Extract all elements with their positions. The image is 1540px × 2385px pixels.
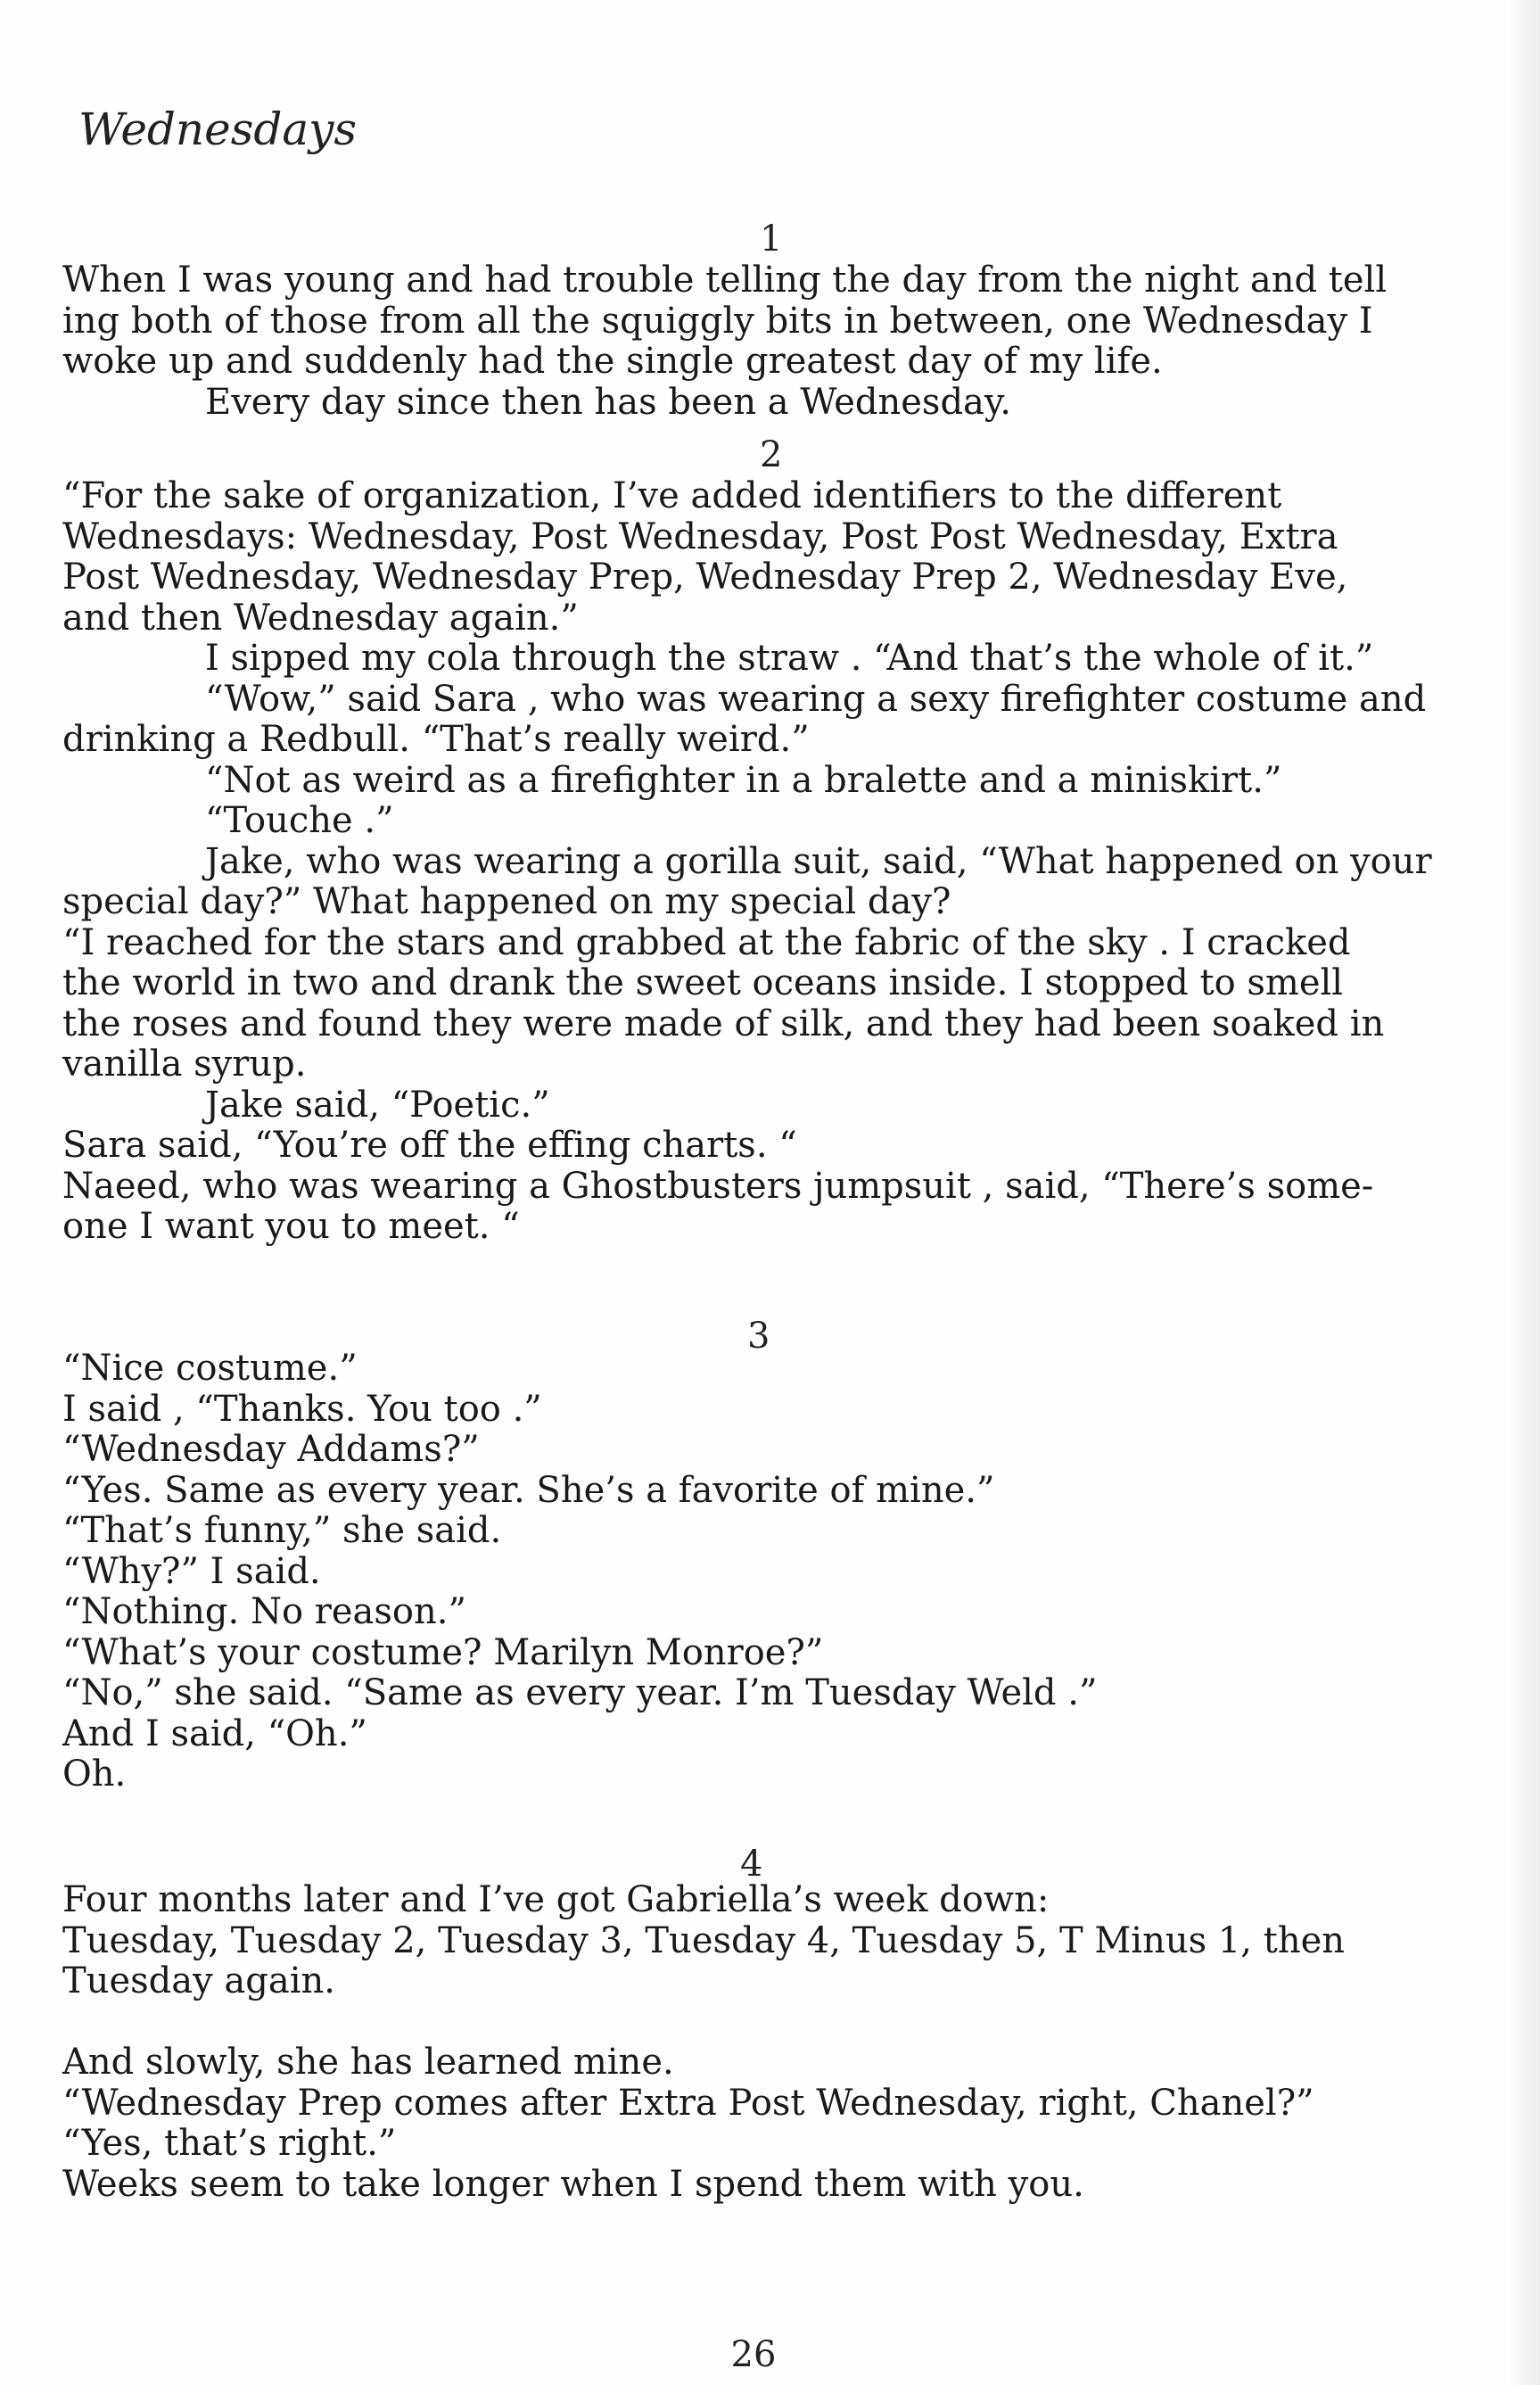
text-line: vanilla syrup. <box>62 1044 307 1085</box>
text-line: “For the sake of organization, I’ve added identifiers to the different <box>62 475 1282 516</box>
text-line: Wednesdays: Wednesday, Post Wednesday, Post Post Wednesday, Extra <box>62 516 1338 557</box>
text-line: “Why?” I said. <box>62 1550 321 1592</box>
text-line: “No,” she said. “Same as every year. I’m Tuesday Weld .” <box>62 1672 1098 1713</box>
page-number: 26 <box>730 2334 777 2375</box>
text-line: Oh. <box>62 1754 127 1795</box>
text-line: Tuesday again. <box>62 1960 335 2001</box>
text-line: I said , “Thanks. You too .” <box>62 1388 542 1430</box>
text-line: “Wednesday Addams?” <box>62 1429 480 1470</box>
section-3-text <box>62 1349 1480 1795</box>
text-line: “Yes, that’s right.” <box>62 2123 397 2164</box>
story-title: Wednesdays <box>78 103 358 155</box>
text-line: “Nothing. No reason.” <box>62 1591 466 1632</box>
text-line: Sara said, “You’re off the effing charts. “ <box>62 1125 797 1166</box>
page-edge-shadow <box>1507 0 1540 2385</box>
text-line: the roses and found they were made of silk, and they had been soaked in <box>62 1003 1385 1044</box>
text-line: And slowly, she has learned mine. <box>62 2042 674 2083</box>
text-line: “What’s your costume? Marilyn Monroe?” <box>62 1631 824 1673</box>
section-4-text <box>62 1880 1480 2205</box>
text-line: “Wow,” said Sara , who was wearing a sexy firefighter costume and <box>205 678 1427 720</box>
text-line: “Not as weird as a firefighter in a bralette and a miniskirt.” <box>205 759 1282 801</box>
text-line: “Yes. Same as every year. She’s a favorite of mine.” <box>62 1469 995 1511</box>
text-line: “That’s funny,” she said. <box>62 1510 502 1551</box>
text-line: drinking a Redbull. “That’s really weird.” <box>62 719 810 760</box>
text-line: Jake said, “Poetic.” <box>205 1084 550 1126</box>
section-number-2: 2 <box>760 434 783 475</box>
text-line: and then Wednesday again.” <box>62 597 579 639</box>
text-line <box>62 2002 1480 2043</box>
text-line: Weeks seem to take longer when I spend them with you. <box>62 2163 1084 2205</box>
text-line: Jake, who was wearing a gorilla suit, said, “What happened on your <box>205 840 1432 882</box>
text-line: I sipped my cola through the straw . “And that’s the whole of it.” <box>205 638 1374 679</box>
text-line: woke up and suddenly had the single greatest day of my life. <box>62 341 1163 382</box>
text-line: “Wednesday Prep comes after Extra Post Wednesday, right, Chanel?” <box>62 2082 1314 2124</box>
text-line: “I reached for the stars and grabbed at the fabric of the sky . I cracked <box>62 921 1351 963</box>
section-1-text <box>62 260 1480 423</box>
section-2-text <box>62 476 1480 1248</box>
text-line: Four months later and I’ve got Gabriella’s week down: <box>62 1879 1050 1920</box>
text-line: ing both of those from all the squiggly bits in between, one Wednesday I <box>62 300 1373 342</box>
text-line: Naeed, who was wearing a Ghostbusters jumpsuit , said, “There’s some- <box>62 1165 1374 1207</box>
text-line: “Nice costume.” <box>62 1348 358 1389</box>
text-line: And I said, “Oh.” <box>62 1712 367 1754</box>
text-line: When I was young and had trouble telling the day from the night and tell <box>62 260 1388 301</box>
section-number-3: 3 <box>747 1316 770 1357</box>
text-line: Tuesday, Tuesday 2, Tuesday 3, Tuesday 4, Tuesday 5, T Minus 1, then <box>62 1919 1346 1961</box>
text-line: “Touche .” <box>205 800 394 841</box>
text-line: one I want you to meet. “ <box>62 1206 520 1247</box>
text-line: Post Wednesday, Wednesday Prep, Wednesday Prep 2, Wednesday Eve, <box>62 557 1348 598</box>
text-line: Every day since then has been a Wednesday. <box>205 381 1011 423</box>
section-number-1: 1 <box>760 219 783 260</box>
text-line: special day?” What happened on my special day? <box>62 881 951 922</box>
section-number-4: 4 <box>740 1844 763 1885</box>
text-line: the world in two and drank the sweet oceans inside. I stopped to smell <box>62 962 1344 1003</box>
